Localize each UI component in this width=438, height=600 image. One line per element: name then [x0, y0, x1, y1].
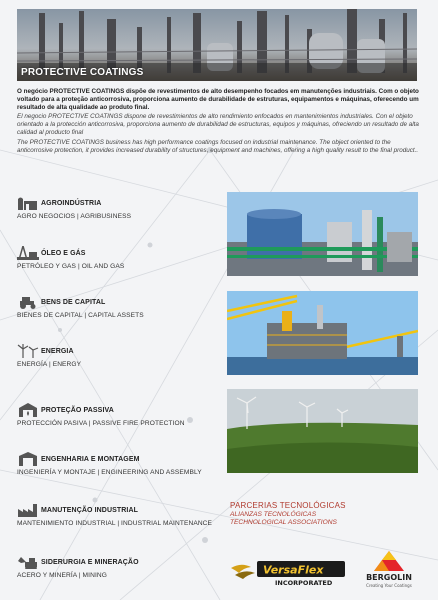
sector-title: PROTEÇÃO PASSIVA	[41, 406, 114, 414]
oil-rig-icon	[17, 246, 39, 260]
sector-engenharia-montagem	[17, 452, 227, 476]
photo-oleo-gas	[227, 291, 418, 375]
bergolin-logo	[360, 549, 418, 589]
sector-title: ENGENHARIA E MONTAGEM	[41, 455, 140, 463]
intro-spanish: El negocio PROTECTIVE COATINGS dispone de revestimientos de alto rendimiento enfocados en mantenimientos industriales. Con el objeto orientado a la protección anticorrosiva, proporciona aumento de durabilidad de estructuras, equipos y máquinas, ofreciendo un resultado de alta calidad al producto final	[17, 113, 419, 137]
sector-subtitle: AGRO NEGOCIOS | AGRIBUSINESS	[17, 213, 132, 220]
structure-icon	[17, 452, 39, 466]
intro-text	[17, 88, 420, 155]
sector-subtitle: MANTENIMIENTO INDUSTRIAL | INDUSTRIAL MAINTENANCE	[17, 520, 213, 527]
sector-subtitle: ACERO Y MINERÍA | MINING	[17, 572, 107, 579]
sector-subtitle: INGENIERÍA Y MONTAJE | ENGINEERING AND ASSEMBLY	[17, 469, 202, 476]
versaflex-logo	[229, 559, 347, 587]
bergolin-tagline: Creating Your Coatings	[366, 583, 412, 588]
sector-subtitle: BIENES DE CAPITAL | CAPITAL ASSETS	[17, 312, 144, 319]
sector-subtitle: PETRÓLEO Y GAS | OIL AND GAS	[17, 263, 125, 270]
partners-title-pt: PARCERIAS TECNOLÓGICAS	[230, 501, 346, 510]
sector-siderurgia-mineracao	[17, 555, 227, 579]
silo-icon	[17, 196, 39, 210]
hero-title: PROTECTIVE COATINGS	[21, 67, 144, 78]
building-icon	[17, 403, 39, 417]
partners-block	[230, 501, 346, 526]
sector-bens-de-capital	[17, 295, 227, 319]
sector-title: MANUTENÇÃO INDUSTRIAL	[41, 506, 138, 514]
intro-english: The PROTECTIVE COATINGS business has high performance coatings focused on industrial maintenance. The object oriented to the anticorrosive protection, it provides increased durability of structures, equipment and machines, offering a high quality result to the final product..	[17, 138, 419, 154]
photo-agroindustria	[227, 192, 418, 276]
partners-title-en: TECHNOLOGICAL ASSOCIATIONS	[230, 519, 337, 526]
sector-subtitle: ENERGÍA | ENERGY	[17, 361, 82, 368]
sector-title: BENS DE CAPITAL	[41, 298, 106, 306]
partners-title-es: ALIANZAS TECNOLÓGICAS	[230, 511, 317, 518]
sector-subtitle: PROTECCIÓN PASIVA | PASSIVE FIRE PROTECTION	[17, 420, 185, 427]
sector-protecao-passiva	[17, 403, 227, 427]
intro-portuguese: O negócio PROTECTIVE COATINGS dispõe de revestimentos de alto desempenho focados em manutenções industriais. Com o objeto voltado para a proteção anticorrosiva, proporciona aumento de durabilidade de estruturas, equipamentos e máquinas, oferecendo um resultado de alta qualidade ao produto final.	[17, 88, 419, 112]
photo-energia	[227, 389, 418, 473]
sector-agroindustria	[17, 196, 227, 220]
excavator-icon	[17, 555, 39, 569]
sector-title: SIDERURGIA E MINERAÇÃO	[41, 558, 139, 566]
sector-energia	[17, 344, 227, 368]
sector-title: AGROINDÚSTRIA	[41, 199, 102, 207]
bergolin-name: BERGOLIN	[366, 573, 412, 582]
sector-title: ENERGIA	[41, 347, 74, 355]
sector-title: ÓLEO E GÁS	[41, 249, 86, 257]
hero-banner	[17, 9, 417, 81]
factory-icon	[17, 503, 39, 517]
sector-manutencao-industrial	[17, 503, 227, 527]
wind-turbine-icon	[17, 344, 39, 358]
sector-oleo-gas	[17, 246, 227, 270]
versaflex-sub: INCORPORATED	[275, 579, 333, 587]
tractor-icon	[17, 295, 39, 309]
versaflex-name: VersaFlex	[263, 563, 324, 577]
